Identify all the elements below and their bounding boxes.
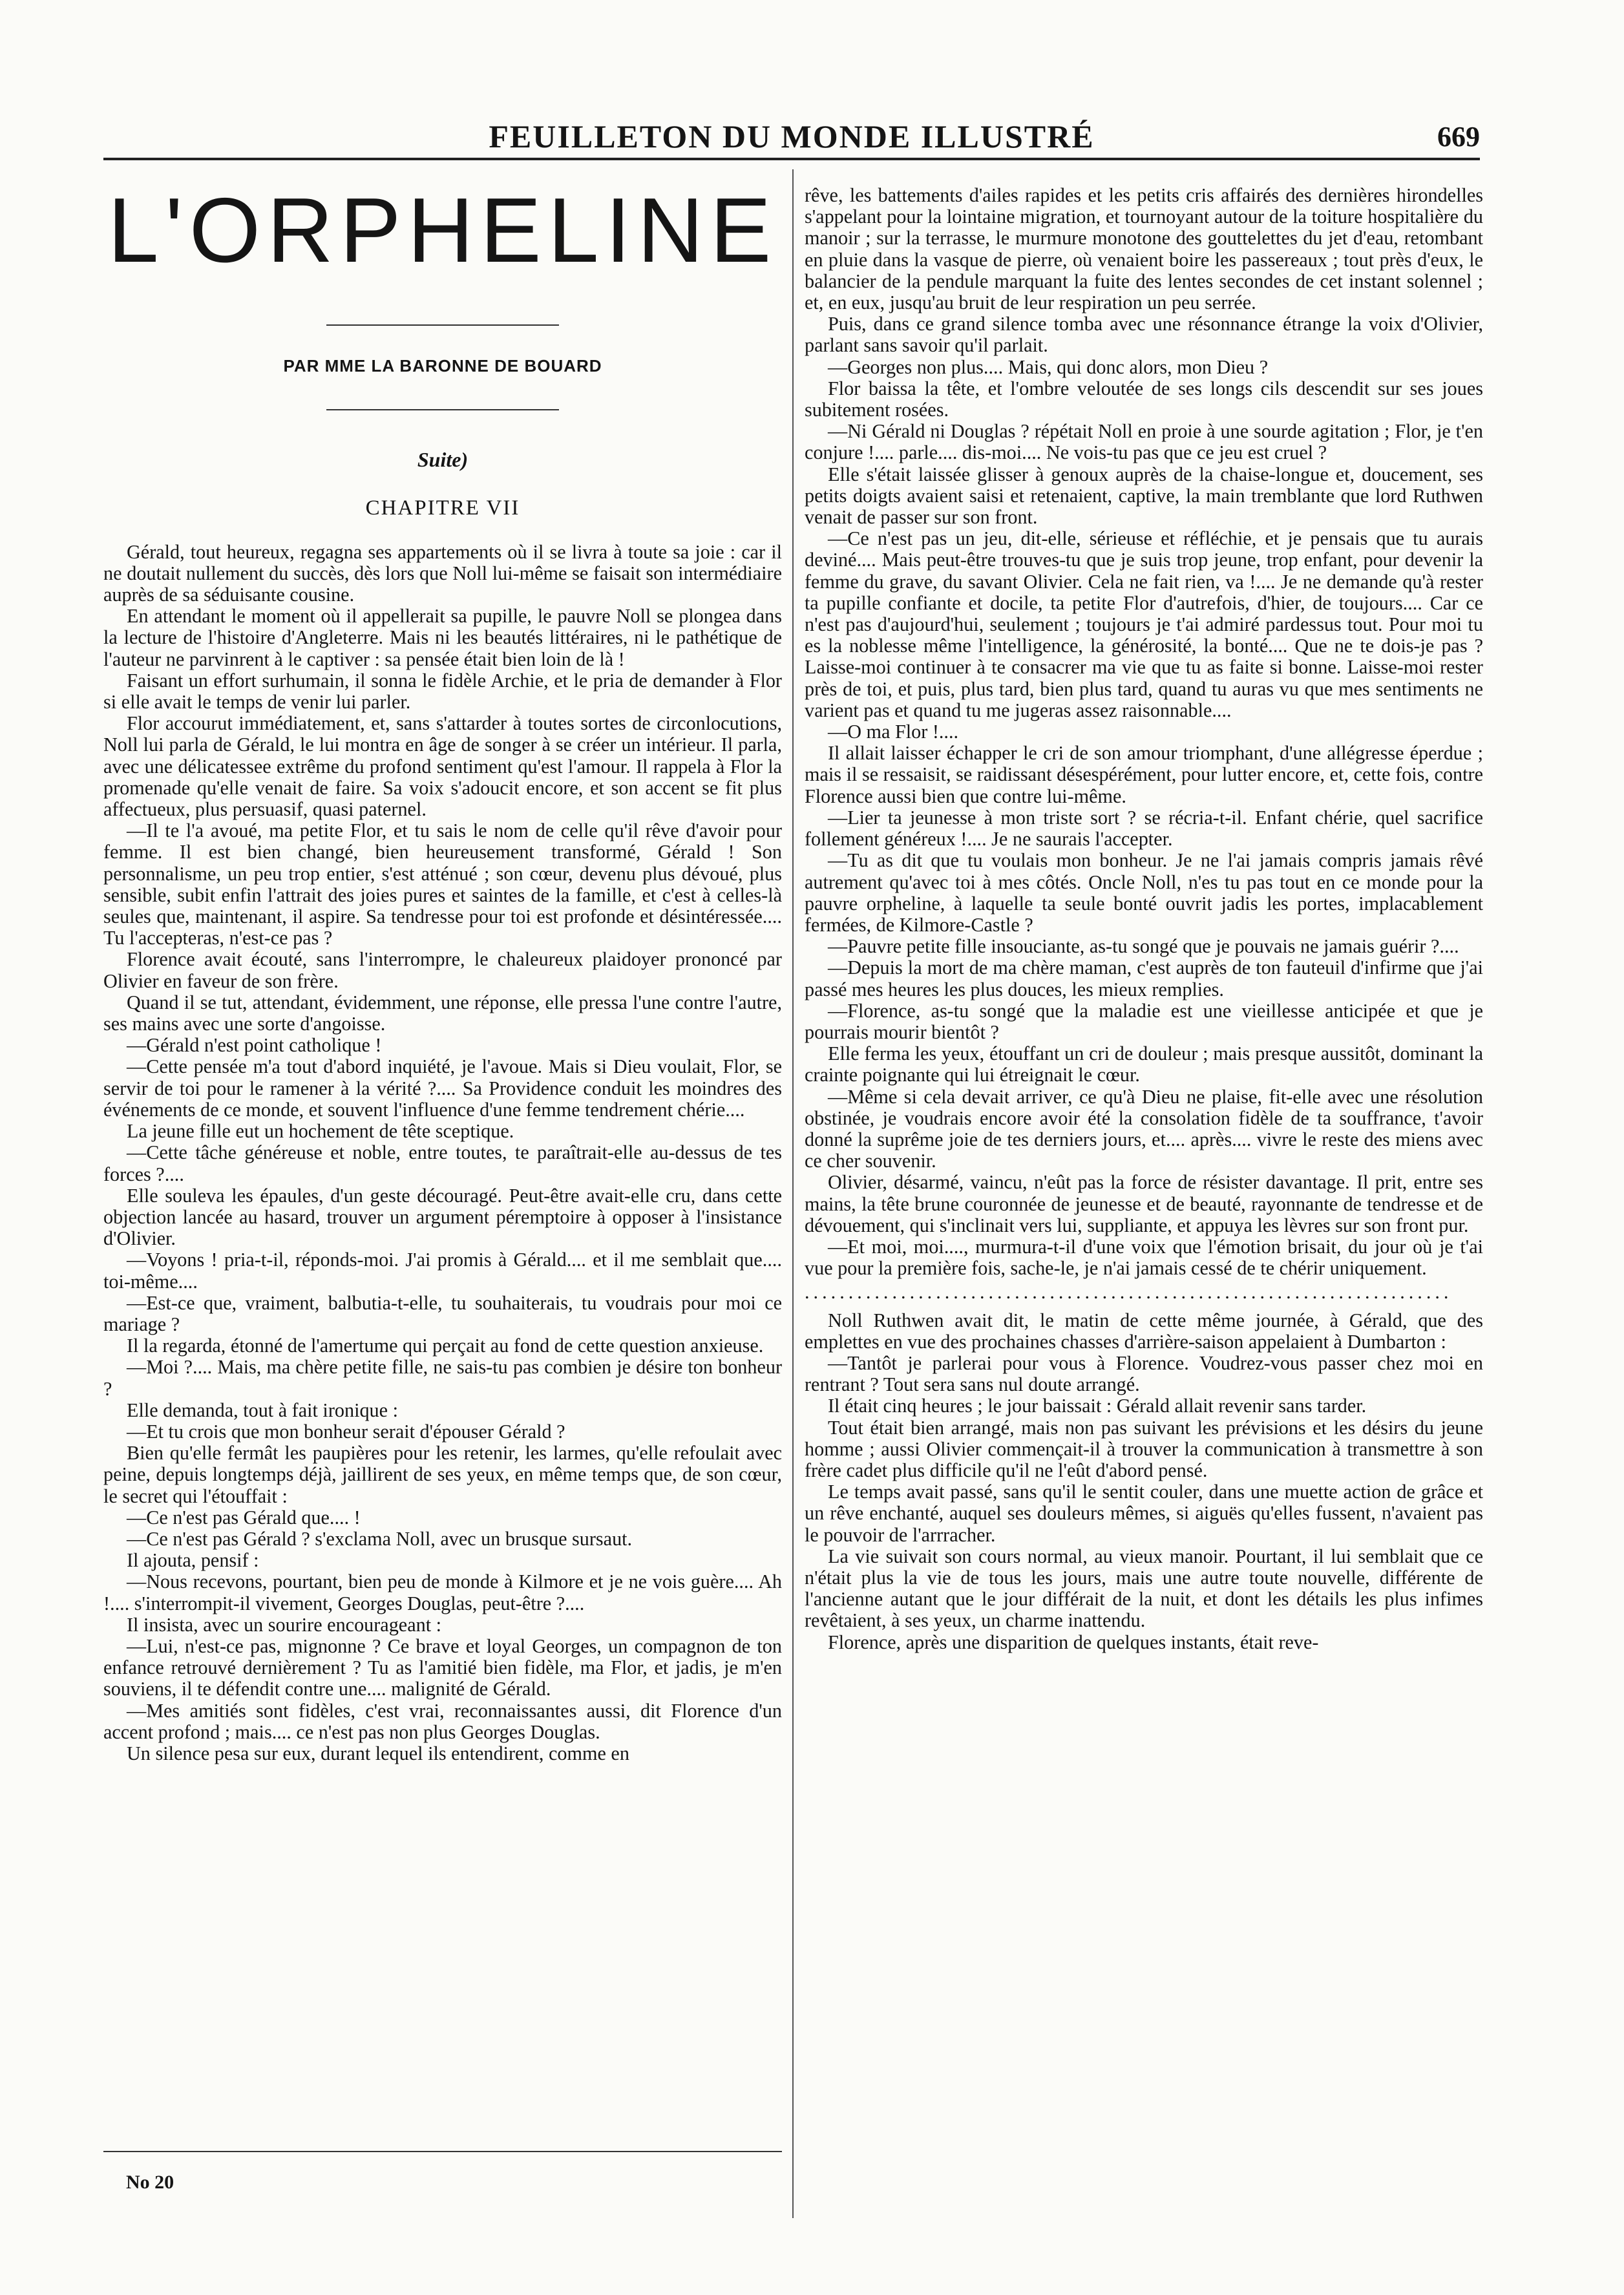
paragraph: Faisant un effort surhumain, il sonna le fidèle Archie, et le pria de demander à Flor si elle avait le temps de venir lui parler. xyxy=(103,669,782,714)
running-title: FEUILLETON DU MONDE ILLUSTRÉ xyxy=(489,118,1095,154)
paragraph: Il allait laisser échapper le cri de son amour triomphant, d'une allégresse éperdue ; mais il se ressaisit, se raidissant désespérément, pour lutter encore, et, cette fois, contre Florence aussi bien que contre lui-même. xyxy=(805,742,1483,807)
paragraph: —Depuis la mort de ma chère maman, c'est auprès de ton fauteuil d'infirme que j'ai passé mes heures les plus douces, les mieux remplies. xyxy=(805,957,1483,1000)
paragraph: Quand il se tut, attendant, évidemment, une réponse, elle pressa l'une contre l'autre, ses mains avec une sorte d'angoisse. xyxy=(103,991,782,1035)
paragraph: Puis, dans ce grand silence tomba avec une résonnance étrange la voix d'Olivier, parlant sans savoir qu'il parlait. xyxy=(805,313,1483,357)
suite-label: Suite) xyxy=(417,448,469,472)
paragraph: En attendant le moment où il appellerait sa pupille, le pauvre Noll se plongea dans la lecture de l'histoire d'Angleterre. Mais ni les beautés littéraires, ni le pathétique de l'auteur ne parvinrent à le captiver : sa pensée était bien loin de là ! xyxy=(103,605,782,670)
paragraph: Le temps avait passé, sans qu'il le sentit couler, dans une muette action de grâce et un rêve enchanté, auquel ses douleurs mêmes, si aiguës qu'elles fussent, n'avaient pas le pouvoir de l'arrracher. xyxy=(805,1481,1483,1546)
header-rule xyxy=(103,158,1480,160)
right-column xyxy=(805,185,1483,1653)
paragraph: —Tu as dit que tu voulais mon bonheur. Je ne l'ai jamais compris jamais rêvé autrement qu'avec toi à mes côtés. Oncle Noll, n'es tu pas tout en ce monde pour la pauvre orpheline, à laquelle ta seule bonté ouvrit jadis les portes, implacablement fermées, de Kilmore-Castle ? xyxy=(805,849,1483,936)
paragraph: —Moi ?.... Mais, ma chère petite fille, ne sais-tu pas combien je désire ton bonheur ? xyxy=(103,1356,782,1400)
paragraph: La jeune fille eut un hochement de tête sceptique. xyxy=(127,1120,514,1143)
paragraph: Elle souleva les épaules, d'un geste découragé. Peut-être avait-elle cru, dans cette objection lancée au hasard, trouver un argument péremptoire à opposer à l'insistance d'Olivier. xyxy=(103,1184,782,1250)
paragraph: —Mes amitiés sont fidèles, c'est vrai, reconnaissantes aussi, dit Florence d'un accent profond ; mais.... ce n'est pas non plus Georges Douglas. xyxy=(103,1699,782,1743)
footer-rule xyxy=(103,2151,782,2152)
paragraph: —Gérald n'est point catholique ! xyxy=(127,1034,382,1057)
paragraph: —Florence, as-tu songé que la maladie est une vieillesse anticipée et que je pourrais mourir bientôt ? xyxy=(805,999,1483,1043)
paragraph: —Il te l'a avoué, ma petite Flor, et tu sais le nom de celle qu'il rêve d'avoir pour femme. Il est bien changé, bien heureusement transformé, Gérald ! Son personnalisme, un peu trop entier, s'est atténué ; son cœur, devenu plus dévoué, plus sensible, subit enfin l'attrait des joies pures et saintes de la famille, et c'est à celles-là seules que, maintenant, il aspire. Sa tendresse pour toi est profonde et désintéressée.... Tu l'accepteras, n'est-ce pas ? xyxy=(103,820,782,949)
paragraph: Elle demanda, tout à fait ironique : xyxy=(127,1399,398,1421)
story-title: L'ORPHELINE xyxy=(107,179,778,282)
right-body-text-a xyxy=(805,185,1483,1279)
paragraph: —Lier ta jeunesse à mon triste sort ? se récria-t-il. Enfant chérie, quel sacrifice follement généreux !.... Je ne saurais l'accepter. xyxy=(805,806,1483,851)
paragraph: Gérald, tout heureux, regagna ses appartements où il se livra à toute sa joie : car il ne doutait nullement du succès, dès lors que Noll lui-même se faisait son intermédiaire auprès de sa séduisante cousine. xyxy=(103,540,782,606)
paragraph: rêve, les battements d'ailes rapides et les petits cris affairés des dernières hirondelles s'appelant pour la lointaine migration, et tournoyant autour de la toiture hospitalière du manoir ; sur la terrasse, le murmure monotone des gouttelettes du jet d'eau, retombant en pluie dans la vasque de pierre, où venaient boire les passereaux ; tout près d'eux, le balancier de la pendule marquant la fuite des lentes secondes de cet instant solennel ; et, en eux, jusqu'au bruit de leur respiration un peu serrée. xyxy=(805,184,1483,314)
running-head xyxy=(103,115,1480,160)
left-body-text xyxy=(103,542,782,1765)
paragraph: La vie suivait son cours normal, au vieux manoir. Pourtant, il lui semblait que ce n'était plus la vie de tous les jours, mais une autre toute nouvelle, différente de l'ancienne autant que le jour différait de la nuit, et dont les détails les plus infimes revêtaient, à ses yeux, un charme inattendu. xyxy=(805,1545,1483,1632)
paragraph: —Pauvre petite fille insouciante, as-tu songé que je pouvais ne jamais guérir ?.... xyxy=(828,935,1459,958)
issue-number: No 20 xyxy=(126,2172,174,2193)
paragraph: —Lui, n'est-ce pas, mignonne ? Ce brave et loyal Georges, un compagnon de ton enfance retrouvé dernièrement ? Tu as l'amitié bien fidèle, ma Flor, et jadis, je m'en souviens, il te défendit contre une.... malignité de Gérald. xyxy=(103,1634,782,1700)
paragraph: —Même si cela devait arriver, ce qu'à Dieu ne plaise, fit-elle avec une résolution obstinée, je voudrais encore avoir été la consolation fidèle de ta souffrance, t'avoir donné la suprême joie de tes derniers jours, et.... après.... vivre le reste des miens avec ce cher souvenir. xyxy=(805,1085,1483,1172)
paragraph: Tout était bien arrangé, mais non pas suivant les prévisions et les désirs du jeune homme ; aussi Olivier commençait-il à trouver la communication à transmettre à son frère cadet plus difficile qu'il ne l'eût d'abord pensé. xyxy=(805,1416,1483,1481)
paragraph: —Ce n'est pas Gérald ? s'exclama Noll, avec un brusque sursaut. xyxy=(127,1527,633,1550)
paragraph: —Ni Gérald ni Douglas ? répétait Noll en proie à une sourde agitation ; Flor, je t'en conjure !.... parle.... dis-moi.... Ne vois-tu pas que ce jeu est cruel ? xyxy=(805,420,1483,464)
byline-rule xyxy=(326,409,559,410)
byline: PAR MME LA BARONNE DE BOUARD xyxy=(283,356,602,375)
paragraph: Bien qu'elle fermât les paupières pour les retenir, les larmes, qu'elle refoulait avec peine, depuis longtemps déjà, jaillirent de ses yeux, en même temps que, de son cœur, le secret qui l'étouffait : xyxy=(103,1442,782,1507)
paragraph: —O ma Flor !.... xyxy=(828,721,959,743)
paragraph: —Ce n'est pas Gérald que.... ! xyxy=(127,1506,361,1528)
paragraph: Flor baissa la tête, et l'ombre veloutée de ses longs cils descendit sur ses joues subitement rosées. xyxy=(805,377,1483,421)
paragraph: Florence, après une disparition de quelques instants, était reve- xyxy=(828,1631,1319,1653)
right-body-text-b xyxy=(805,1310,1483,1653)
paragraph: —Voyons ! pria-t-il, réponds-moi. J'ai promis à Gérald.... et il me semblait que.... toi-même.... xyxy=(103,1249,782,1293)
paragraph: Un silence pesa sur eux, durant lequel ils entendirent, comme en xyxy=(127,1742,629,1764)
paragraph: Elle s'était laissée glisser à genoux auprès de la chaise-longue et, doucement, ses petits doigts avaient saisi et retenaient, captive, la main tremblante que lord Ruthwen venait de passer sur son front. xyxy=(805,463,1483,529)
paragraph: Il ajouta, pensif : xyxy=(127,1549,259,1572)
paragraph: —Georges non plus.... Mais, qui donc alors, mon Dieu ? xyxy=(828,355,1269,378)
paragraph: Noll Ruthwen avait dit, le matin de cette même journée, à Gérald, que des emplettes en vue des prochaines chasses d'arrière-saison appelaient à Dumbarton : xyxy=(805,1309,1483,1353)
left-column xyxy=(103,169,782,1764)
title-rule xyxy=(326,324,559,326)
paragraph: —Tantôt je parlerai pour vous à Florence. Voudrez-vous passer chez moi en rentrant ? Tout sera sans nul doute arrangé. xyxy=(805,1351,1483,1396)
paragraph: —Et moi, moi...., murmura-t-il d'une voix que l'émotion brisait, du jour où je t'ai vue pour la première fois, sache-le, je n'ai jamais cessé de te chérir uniquement. xyxy=(805,1235,1483,1280)
paragraph: —Et tu crois que mon bonheur serait d'épouser Gérald ? xyxy=(127,1420,565,1443)
paragraph: —Est-ce que, vraiment, balbutia-t-elle, tu souhaiterais, tu voudrais pour moi ce mariage ? xyxy=(103,1291,782,1335)
paragraph: Olivier, désarmé, vaincu, n'eût pas la force de résister davantage. Il prit, entre ses mains, la tête brune couronnée de jeunesse et de beauté, rayonnante de tendresse et de dévouement, qui s'inclinait vers lui, suppliante, et appuya les lèvres sur son front pur. xyxy=(805,1171,1483,1236)
section-break-dots: .......................................................................... xyxy=(805,1282,1453,1304)
chapter-heading: CHAPITRE VII xyxy=(365,496,520,520)
paragraph: Il insista, avec un sourire encourageant : xyxy=(127,1613,442,1636)
page-number: 669 xyxy=(1437,121,1480,153)
paragraph: Flor accourut immédiatement, et, sans s'attarder à toutes sortes de circonlocutions, Noll lui parla de Gérald, le lui montra en âge de songer à se créer un intérieur. Il parla, avec une délicatessee extrême du profond sentiment qu'est l'amour. Il rappela à Flor la promenade qu'elle venait de faire. Sa voix s'adoucit encore, et son accent se fit plus affectueux, plus persuasif, quasi paternel. xyxy=(103,712,782,821)
paragraph: —Cette tâche généreuse et noble, entre toutes, te paraîtrait-elle au-dessus de tes forces ?.... xyxy=(103,1141,782,1185)
paragraph: —Ce n'est pas un jeu, dit-elle, sérieuse et réfléchie, et je pensais que tu aurais deviné.... Mais peut-être trouves-tu que je suis trop jeune, trop enfant, pour devenir la femme du grave, du savant Olivier. Cela ne fait rien, va !.... Je ne demande qu'à rester ta pupille confiante et docile, ta petite Flor d'autrefois, d'hier, de toujours.... Car ce n'est pas d'aujourd'hui, seulement ; toujours je t'ai admiré pardessus tout. Pour moi tu es la noblesse même l'intelligence, la générosité, la bonté.... Que ne te dois-je pas ? Laisse-moi continuer à te consacrer ma vie que tu as faite si bonne. Laisse-moi rester près de toi, et puis, plus tard, bien plus tard, quand tu auras vu que mes sentiments ne varient pas et quand tu me jugeras assez raisonnable.... xyxy=(805,527,1483,721)
paragraph: Il la regarda, étonné de l'amertume qui perçait au fond de cette question anxieuse. xyxy=(127,1335,764,1357)
paragraph: Florence avait écouté, sans l'interrompre, le chaleureux plaidoyer prononcé par Olivier en faveur de son frère. xyxy=(103,948,782,992)
paragraph: Elle ferma les yeux, étouffant un cri de douleur ; mais presque aussitôt, dominant la crainte poignante qui lui étreignait le cœur. xyxy=(805,1042,1483,1086)
paragraph: —Nous recevons, pourtant, bien peu de monde à Kilmore et je ne vois guère.... Ah !.... s'interrompit-il vivement, Georges Douglas, peut-être ?.... xyxy=(103,1571,782,1614)
paragraph: Il était cinq heures ; le jour baissait : Gérald allait revenir sans tarder. xyxy=(828,1395,1367,1417)
column-divider xyxy=(792,169,794,2218)
paragraph: —Cette pensée m'a tout d'abord inquiété, je l'avoue. Mais si Dieu voulait, Flor, se servir de toi pour le ramener à la vérité ?.... Sa Providence conduit les moindres des événements de ce monde, et souvent l'influence d'une femme tendrement chérie.... xyxy=(103,1055,782,1121)
